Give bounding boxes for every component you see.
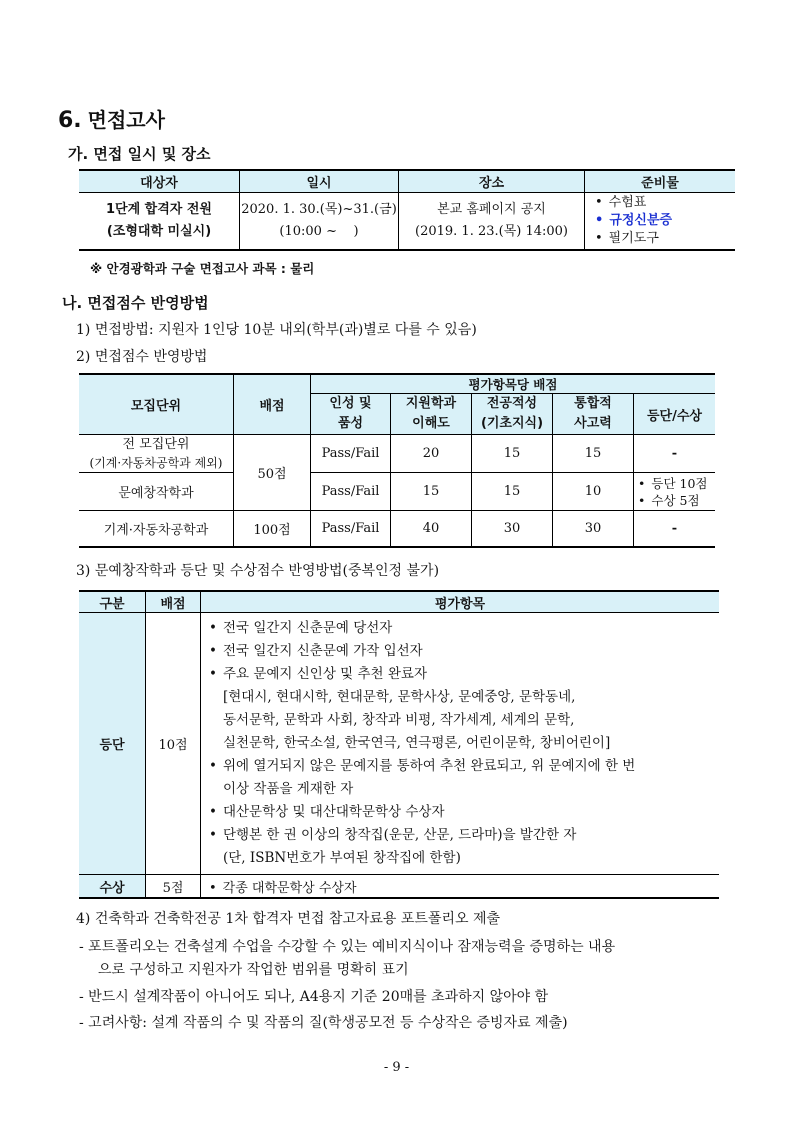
t3-debut-label: 등단 <box>79 613 146 875</box>
target-line2: (조형대학 미실시) <box>106 224 212 239</box>
r3-c2: 40 <box>391 511 472 548</box>
h-aptitude <box>472 394 553 435</box>
award-item-1: • 각종 대학문학상 수상자 <box>209 877 719 896</box>
debut-award-table <box>79 590 719 899</box>
item-4: 4) 건축학과 건축학전공 1차 합격자 면접 참고자료용 포트폴리오 제출 <box>76 911 501 927</box>
note-optics: ※ 안경광학과 구술 면접고사 과목 : 물리 <box>90 261 315 276</box>
header-target: 대상자 <box>79 170 240 193</box>
r1-unit-b: (기계·자동차공학과 제외) <box>89 455 223 470</box>
header-prep: 준비물 <box>585 170 736 193</box>
prep-item-1: • 수험표 <box>595 194 735 212</box>
t3-h2: 배점 <box>146 591 201 613</box>
r1-c3: 15 <box>472 435 553 473</box>
r3-c1: Pass/Fail <box>311 511 391 548</box>
t3-h3: 평가항목 <box>201 591 720 613</box>
r2-award-2: • 수상 5점 <box>638 492 715 509</box>
r3-c5: - <box>634 511 716 548</box>
r12-score: 50점 <box>234 435 311 511</box>
r2-c1: Pass/Fail <box>311 473 391 511</box>
portfolio-line-1a: - 포트폴리오는 건축설계 수업을 수강할 수 있는 예비지식이나 잠재능력을 증명하는 내용 <box>79 939 616 955</box>
date-cell <box>240 193 399 251</box>
t3-h1: 구분 <box>79 591 146 613</box>
r2-unit: 문예창작학과 <box>79 473 234 511</box>
debut-sub-1: [현대시, 현대시학, 현대문학, 문학사상, 문예중앙, 문학동네, <box>223 689 576 705</box>
portfolio-line-1b: 으로 구성하고 지원자가 작업한 범위를 명확히 표기 <box>98 962 409 978</box>
section-number: 6. <box>58 108 82 133</box>
item-2: 2) 면접점수 반영방법 <box>76 349 208 365</box>
t3-award-label: 수상 <box>79 875 146 899</box>
t3-award-items <box>201 875 720 899</box>
h-aptitude-1: 전공적성 <box>486 396 538 411</box>
date-line2: (10:00 ~ ) <box>279 224 359 239</box>
r3-unit: 기계·자동차공학과 <box>79 511 234 548</box>
score-table <box>79 373 715 548</box>
place-line1: 본교 홈페이지 공지 <box>437 202 546 217</box>
portfolio-line-2: - 반드시 설계작품이 아니어도 되나, A4용지 기준 20매를 초과하지 않아야 함 <box>79 989 549 1005</box>
prep-item-3: • 필기도구 <box>595 230 735 248</box>
h-aptitude-2: (기초지식) <box>480 416 544 431</box>
debut-sub-3: 실천문학, 한국소설, 한국연극, 연극평론, 어린이문학, 창비어린이] <box>223 735 611 751</box>
h-character-1: 인성 및 <box>329 396 372 411</box>
debut-item-6a: • 단행본 한 권 이상의 창작집(운문, 산문, 드라마)을 발간한 자 <box>209 824 713 847</box>
subsection-a-title: 가. 면접 일시 및 장소 <box>68 145 211 163</box>
r2-c3: 15 <box>472 473 553 511</box>
subsection-b-title: 나. 면접점수 반영방법 <box>62 294 209 312</box>
date-line1: 2020. 1. 30.(목)~31.(금) <box>241 202 397 217</box>
header-date: 일시 <box>240 170 399 193</box>
r2-c2: 15 <box>391 473 472 511</box>
item-1: 1) 면접방법: 지원자 1인당 10분 내외(학부(과)별로 다를 수 있음) <box>76 322 477 338</box>
prep-cell <box>585 193 736 251</box>
r2-award-1: • 등단 10점 <box>638 475 715 492</box>
h-understanding-2: 이해도 <box>412 416 450 431</box>
h-thinking <box>553 394 634 435</box>
r1-unit <box>79 435 234 473</box>
place-line2: (2019. 1. 23.(목) 14:00) <box>415 224 568 239</box>
t3-debut-items <box>201 613 720 875</box>
r2-award <box>634 473 716 511</box>
h-understanding <box>391 394 472 435</box>
debut-item-3: • 주요 문예지 신인상 및 추천 완료자 <box>209 663 713 686</box>
r2-c4: 10 <box>553 473 634 511</box>
r3-score: 100점 <box>234 511 311 548</box>
debut-sub-2: 동서문학, 문학과 사회, 창작과 비평, 작가세계, 세계의 문학, <box>223 712 575 728</box>
header-place: 장소 <box>399 170 585 193</box>
h-award: 등단/수상 <box>634 394 716 435</box>
target-cell <box>79 193 240 251</box>
debut-item-2: • 전국 일간지 신춘문예 가작 입선자 <box>209 640 713 663</box>
portfolio-line-3: - 고려사항: 설계 작품의 수 및 작품의 질(학생공모전 등 수상작은 증빙자료 제출) <box>79 1015 568 1031</box>
h-group: 평가항목당 배점 <box>311 374 716 394</box>
debut-item-1: • 전국 일간지 신춘문예 당선자 <box>209 617 713 640</box>
prep-item-2: • 규정신분증 <box>595 212 735 230</box>
h-unit: 모집단위 <box>79 374 234 435</box>
h-thinking-2: 사고력 <box>574 416 612 431</box>
debut-item-4a: • 위에 열거되지 않은 문예지를 통하여 추천 완료되고, 위 문예지에 한 번 <box>209 755 713 778</box>
h-thinking-1: 통합적 <box>574 396 612 411</box>
page-number: - 9 - <box>383 1060 410 1075</box>
item-3: 3) 문예창작학과 등단 및 수상점수 반영방법(중복인정 불가) <box>76 563 440 579</box>
target-line1: 1단계 합격자 전원 <box>105 202 212 217</box>
section-title: 면접고사 <box>87 108 165 132</box>
debut-item-4b: 이상 작품을 게재한 자 <box>223 781 354 797</box>
r1-unit-a: 전 모집단위 <box>122 436 190 452</box>
t3-debut-score: 10점 <box>146 613 201 875</box>
section-heading <box>58 104 165 133</box>
r1-c4: 15 <box>553 435 634 473</box>
h-score: 배점 <box>234 374 311 435</box>
debut-item-5: • 대산문학상 및 대산대학문학상 수상자 <box>209 801 713 824</box>
t3-award-score: 5점 <box>146 875 201 899</box>
r1-c5: - <box>634 435 716 473</box>
debut-item-6b: (단, ISBN번호가 부여된 창작집에 한함) <box>223 850 461 866</box>
h-character <box>311 394 391 435</box>
r3-c3: 30 <box>472 511 553 548</box>
r3-c4: 30 <box>553 511 634 548</box>
h-character-2: 품성 <box>337 416 364 431</box>
interview-schedule-table <box>79 169 735 251</box>
r1-c1: Pass/Fail <box>311 435 391 473</box>
place-cell <box>399 193 585 251</box>
r1-c2: 20 <box>391 435 472 473</box>
h-understanding-1: 지원학과 <box>405 396 457 411</box>
